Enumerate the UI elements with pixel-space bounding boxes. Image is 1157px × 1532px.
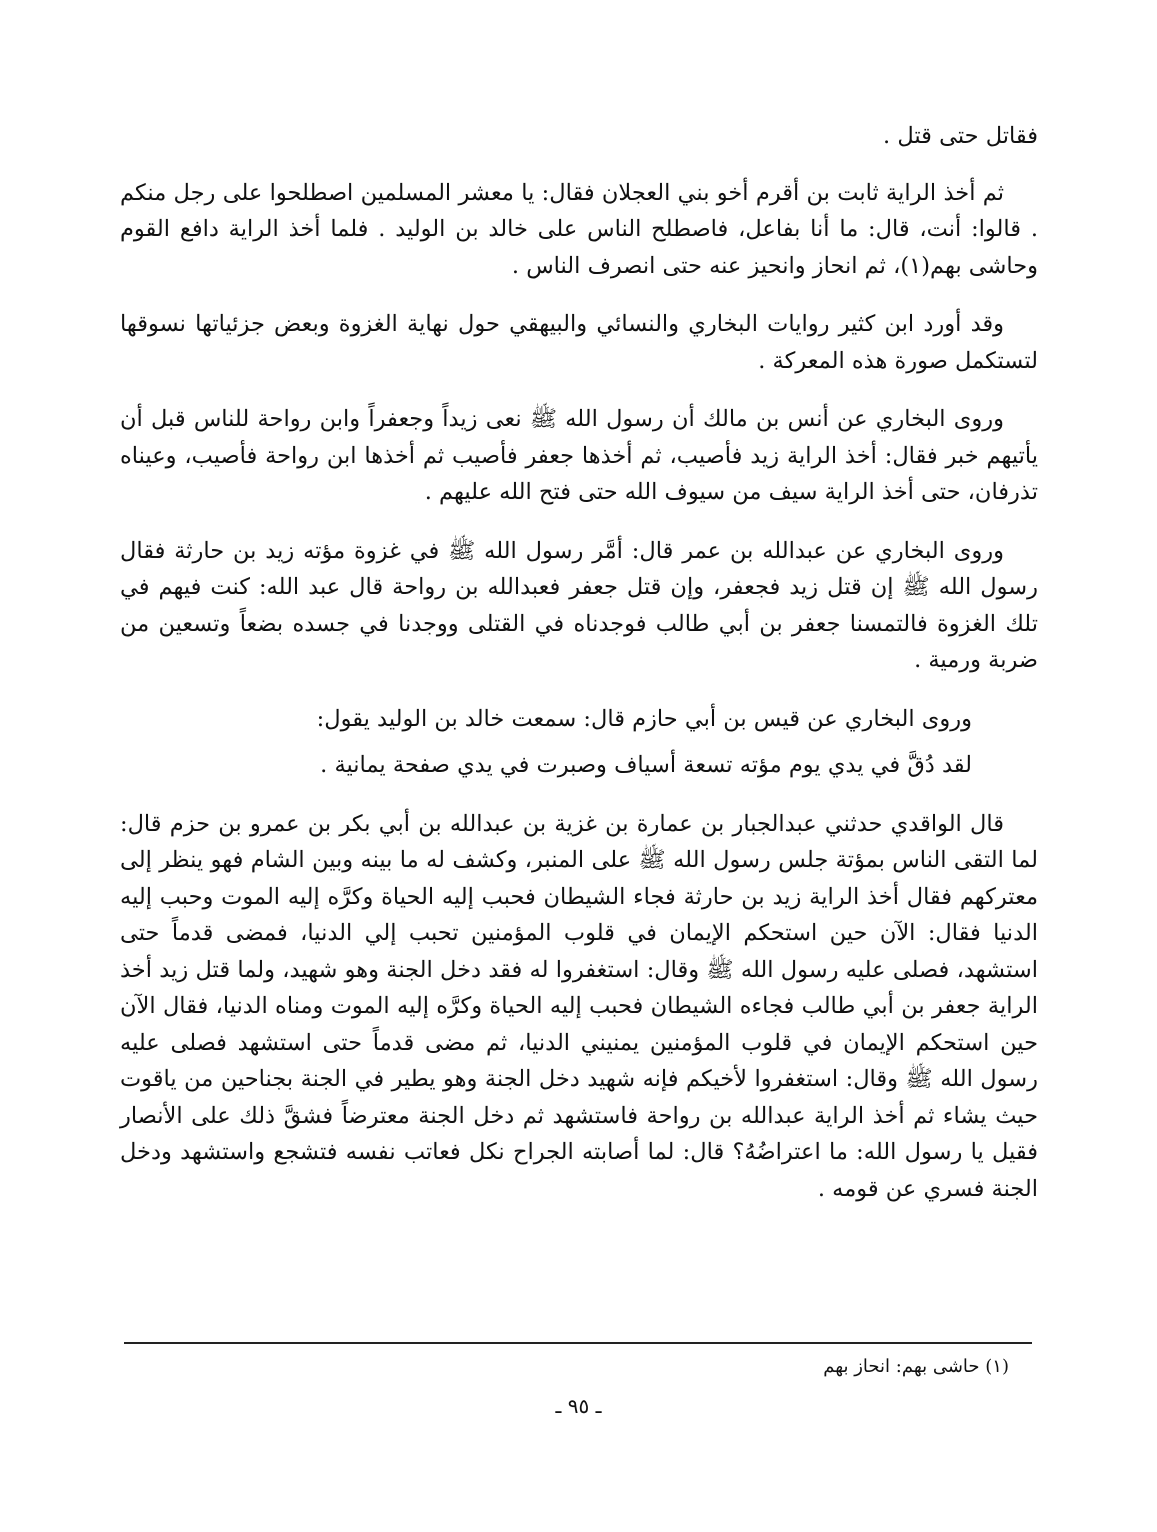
paragraph-1: فقاتل حتى قتل .	[883, 123, 1038, 149]
footnote: (١) حاشى بهم: انحاز بهم	[823, 1356, 1009, 1377]
paragraph-6: وروى البخاري عن قيس بن أبي حازم قال: سمعت خالد بن الوليد يقول:	[316, 705, 972, 732]
paragraph-5: وروى البخاري عن عبدالله بن عمر قال: أمَّر رسول الله ﷺ في غزوة مؤته زيد بن حارثة فقال رسول الله ﷺ إن قتل زيد فجعفر، وإن قتل جعفر فعبدالله بن رواحة قال عبد الله: كنت فيهم في تلك الغزوة فالتمسنا جعفر بن أبي طالب فوجدناه في القتلى ووجدنا في جسده بضعاً وتسعين من ضربة ورمية .	[120, 537, 1038, 673]
paragraph-8: قال الواقدي حدثني عبدالجبار بن عمارة بن غزية بن عبدالله بن أبي بكر بن عمرو بن حزم قال: لما التقى الناس بمؤتة جلس رسول الله ﷺ على المنبر، وكشف له ما بينه وبين الشام فهو ينظر إلى معتركهم فقال أخذ الراية زيد بن حارثة فجاء الشيطان فحبب إليه الحياة وكرَّه إليه الموت وحبب إليه الدنيا فقال: الآن حين استحكم الإيمان في قلوب المؤمنين تحبب إلي الدنيا، فمضى قدماً حتى استشهد، فصلى عليه رسول الله ﷺ وقال: استغفروا له فقد دخل الجنة وهو شهيد، ولما قتل زيد أخذ الراية جعفر بن أبي طالب فجاءه الشيطان فحبب إليه الحياة وكرَّه إليه الموت ومناه الدنيا، فقال الآن حين استحكم الإيمان في قلوب المؤمنين يمنيني الدنيا، ثم مضى قدماً حتى استشهد فصلى عليه رسول الله ﷺ وقال: استغفروا لأخيكم فإنه شهيد دخل الجنة وهو يطير في الجنة بجناحين من ياقوت حيث يشاء ثم أخذ الراية عبدالله بن رواحة فاستشهد ثم دخل الجنة معترضاً فشقَّ ذلك على الأنصار فقيل يا رسول الله: ما اعتراضُهُ؟ قال: لما أصابته الجراح نكل فعاتب نفسه فتشجع واستشهد ودخل الجنة فسري عن قومه .	[120, 810, 1038, 1202]
page-body	[120, 118, 1038, 1229]
page-number: ـ ٩٥ ـ	[555, 1394, 602, 1418]
footnote-divider	[124, 1342, 1032, 1344]
paragraph-4: وروى البخاري عن أنس بن مالك أن رسول الله ﷺ نعى زيداً وجعفراً وابن رواحة للناس قبل أن يأتيهم خبر فقال: أخذ الراية زيد فأصيب، ثم أخذها جعفر فأصيب ثم أخذها ابن رواحة فأصيب، وعيناه تذرفان، حتى أخذ الراية سيف من سيوف الله حتى فتح الله عليهم .	[120, 406, 1038, 505]
paragraph-2: ثم أخذ الراية ثابت بن أقرم أخو بني العجلان فقال: يا معشر المسلمين اصطلحوا على رجل منكم . قالوا: أنت، قال: ما أنا بفاعل، فاصطلح الناس على خالد بن الوليد . فلما أخذ الراية دافع القوم وحاشى بهم(١)، ثم انحاز وانحيز عنه حتى انصرف الناس .	[120, 179, 1038, 279]
paragraph-7: لقد دُقَّ في يدي يوم مؤته تسعة أسياف وصبرت في يدي صفحة يمانية .	[320, 752, 972, 778]
paragraph-3: وقد أورد ابن كثير روايات البخاري والنسائي والبيهقي حول نهاية الغزوة وبعض جزئياتها نسوقها لتستكمل صورة هذه المعركة .	[120, 311, 1038, 374]
